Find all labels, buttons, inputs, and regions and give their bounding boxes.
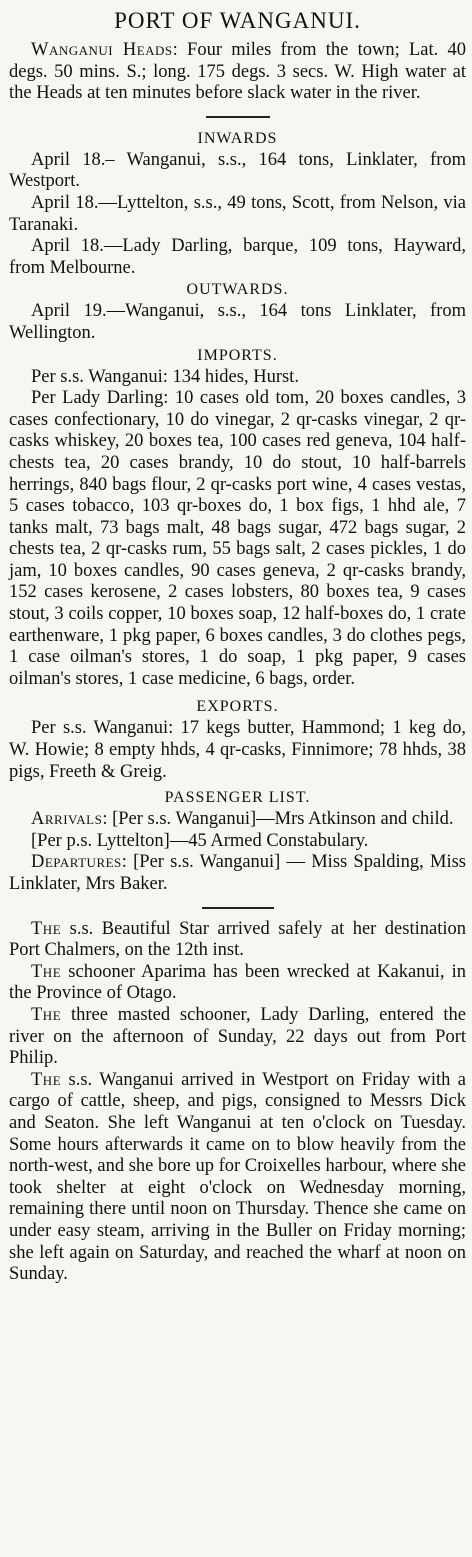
imports-heading: IMPORTS. bbox=[197, 346, 278, 364]
passenger-list-heading: PASSENGER LIST. bbox=[164, 789, 311, 807]
passenger-arrivals-2: [Per p.s. Lyttelton]—45 Armed Constabulary. bbox=[31, 830, 369, 851]
passenger-arrivals bbox=[9, 809, 466, 831]
page-title: PORT OF WANGANUI. bbox=[114, 8, 361, 33]
news-lead: The bbox=[31, 961, 62, 982]
news-lead: The bbox=[31, 1069, 62, 1090]
outwards-item: April 19.—Wanganui, s.s., 164 tons Linklater, from Wellington. bbox=[9, 301, 466, 343]
section-divider bbox=[202, 907, 274, 909]
departures-lead: Departures bbox=[31, 852, 122, 873]
inwards-item: April 18.—Lady Darling, barque, 109 tons, Hayward, from Melbourne. bbox=[9, 236, 466, 278]
exports-item: Per s.s. Wanganui: 17 kegs butter, Hammond; 1 keg do, W. Howie; 8 empty hhds, 4 qr-casks, Finnimore; 78 hhds, 38 pigs, Freeth & Greig. bbox=[9, 718, 466, 782]
news-text: s.s. Wanganui arrived in Westport on Friday with a cargo of cattle, sheep, and pigs, consigned to Messrs Dick and Seaton. She left Wanganui at ten o'clock on Tuesday. Some hours afterwards it came on to blow heavily from the north-west, and she bore up for Croixelles harbour, where she took shelter at eight o'clock on Wednesday morning, remaining there until noon on Thursday. Thence she came on under easy steam, arriving in the Buller on Friday morning; she left again on Saturday, and reached the wharf at noon on Sunday. bbox=[9, 1069, 466, 1285]
intro-lead: Wanganui Heads bbox=[31, 40, 173, 60]
passenger-departures bbox=[9, 852, 466, 895]
news-lead: The bbox=[31, 1004, 62, 1025]
news-text: schooner Aparima has been wrecked at Kakanui, in the Province of Otago. bbox=[9, 961, 466, 1004]
outwards-heading: OUTWARDS. bbox=[186, 281, 289, 299]
news-text: three masted schooner, Lady Darling, entered the river on the afternoon of Sunday, 22 days out from Port Philip. bbox=[9, 1004, 466, 1069]
departures-text: : [Per s.s. Wanganui] — Miss Spalding, Miss Linklater, Mrs Baker. bbox=[9, 852, 466, 894]
news-item bbox=[9, 962, 466, 1005]
imports-item: Per Lady Darling: 10 cases old tom, 20 boxes candles, 3 cases confectionary, 10 do vinegar, 2 qr-casks vinegar, 2 qr-casks whiskey, 20 boxes tea, 100 cases red geneva, 104 half-chests tea, 20 cases brandy, 10 do stout, 10 half-barrels herrings, 840 bags flour, 2 qr-casks port wine, 4 cases vestas, 5 cases tobacco, 103 qr-boxes do, 1 box figs, 1 hhd ale, 7 tanks malt, 73 bags malt, 48 bags sugar, 472 bags sugar, 2 chests tea, 2 qr-casks rum, 55 bags salt, 2 cases pickles, 1 do jam, 10 boxes candles, 90 cases geneva, 2 qr-casks brandy, 152 cases kerosene, 2 cases lobsters, 80 boxes tea, 9 cases stout, 3 coils copper, 10 boxes soap, 12 half-boxes do, 1 crate earthenware, 1 pkg paper, 6 boxes candles, 3 do clothes pegs, 1 case oilman's stores, 1 do soap, 1 pkg paper, 9 cases oilman's stores, 1 case medicine, 6 bags, order. bbox=[9, 388, 466, 689]
news-item bbox=[9, 1005, 466, 1070]
arrivals-lead: Arrivals bbox=[31, 809, 103, 830]
inwards-item: April 18.– Wanganui, s.s., 164 tons, Linklater, from Westport. bbox=[9, 149, 466, 192]
inwards-heading: INWARDS bbox=[197, 129, 278, 147]
news-lead: The bbox=[31, 918, 62, 939]
news-text: s.s. Beautiful Star arrived safely at her destination Port Chalmers, on the 12th inst. bbox=[9, 918, 466, 961]
arrivals-text: : [Per s.s. Wanganui]—Mrs Atkinson and child. bbox=[102, 809, 454, 830]
section-divider bbox=[206, 116, 270, 118]
news-item bbox=[9, 1070, 466, 1286]
intro-text: : Four miles from the town; Lat. 40 degs. 50 mins. S.; long. 175 degs. 3 secs. W. High water at the Heads at ten minutes before slack water in the river. bbox=[9, 40, 466, 104]
inwards-item: April 18.—Lyttelton, s.s., 49 tons, Scott, from Nelson, via Taranaki. bbox=[9, 192, 466, 235]
intro-paragraph bbox=[9, 40, 466, 105]
exports-heading: EXPORTS. bbox=[196, 698, 279, 716]
news-item bbox=[9, 919, 466, 962]
imports-item: Per s.s. Wanganui: 134 hides, Hurst. bbox=[31, 366, 299, 387]
